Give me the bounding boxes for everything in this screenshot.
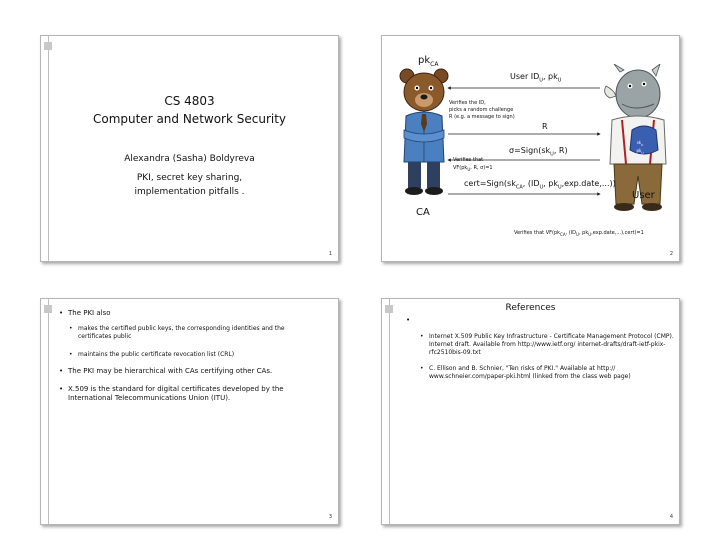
user-verify-note: Verifies that $VF(pk_{CA}$, ($ID_U$, $pk_U,\exp.date,...),cert)=1$: [514, 230, 644, 237]
ca-verify-note: Verifies the ID, picks a random challenge R (e.g. a message to sign): [449, 100, 515, 120]
bullet-item: • The PKI also: [59, 309, 333, 318]
pk-ca-label: $pk_{CA}$: [418, 55, 439, 68]
slide-4: [381, 298, 680, 525]
user-id-message: User $ID_U$, $pk_U$: [510, 72, 562, 84]
bullet-item: • X.509 is the standard for digital certificates developed by the International Telecommunications Union (ITU).: [59, 385, 326, 403]
empty-bullet: •: [406, 316, 411, 324]
sigma-message: $\sigma=Sign(sk_U$, R): [509, 146, 568, 158]
page-number: 4: [669, 514, 673, 520]
reference-item: • C. Ellison and B. Schnier, "Ten risks of PKI." Available at http:// www.schneier.com/paper-pki.html (linked from the class web page): [420, 365, 674, 381]
bullet-item: • The PKI may be hierarchical with CAs certifying other CAs.: [59, 367, 338, 376]
course-number: CS 4803: [164, 94, 215, 108]
lecture-topic-line-2: implementation pitfalls .: [134, 187, 245, 197]
reference-item: • Internet X.509 Public Key Infrastructure - Certificate Management Protocol (CMP). Internet draft. Available from http://www.ietf.org/ internet-drafts/draft-ietf-pkix-rfc2510bis-09.txt: [420, 333, 674, 357]
slide-margin-line: [48, 36, 49, 261]
user-key-bag-label: $sk_U$ $pk_U$: [636, 140, 644, 155]
slide-margin-line: [389, 299, 390, 524]
sub-bullet-item: • makes the certified public keys, the corresponding identities and the certificates public: [69, 325, 308, 341]
slide-margin-line: [48, 299, 49, 524]
ca-label: CA: [416, 207, 430, 218]
page-number: 3: [328, 514, 332, 520]
page-number: 1: [328, 251, 332, 257]
ca-verify-signature-note: Verifies that $VF(pk_U$, R, σ)=1: [453, 157, 493, 172]
slide-3: [40, 298, 339, 525]
lecture-topic-line-1: PKI, secret key sharing,: [136, 173, 243, 183]
author-name: Alexandra (Sasha) Boldyreva: [124, 154, 255, 164]
user-label: User: [632, 190, 655, 201]
certificate-message: $cert=Sign(sk_{CA}$, ($ID_U$, $pk_U,\exp.date$,...)): [464, 179, 616, 191]
page-number: 2: [669, 251, 673, 257]
references-title: References: [505, 303, 556, 313]
course-title: Computer and Network Security: [92, 112, 287, 126]
slide-2: [381, 35, 680, 262]
slide-1: [40, 35, 339, 262]
challenge-r-message: R: [542, 122, 548, 131]
slide-corner-mark: [44, 305, 52, 313]
slide-corner-mark: [44, 42, 52, 50]
sub-bullet-item: • maintains the public certificate revocation list (CRL): [69, 351, 328, 359]
